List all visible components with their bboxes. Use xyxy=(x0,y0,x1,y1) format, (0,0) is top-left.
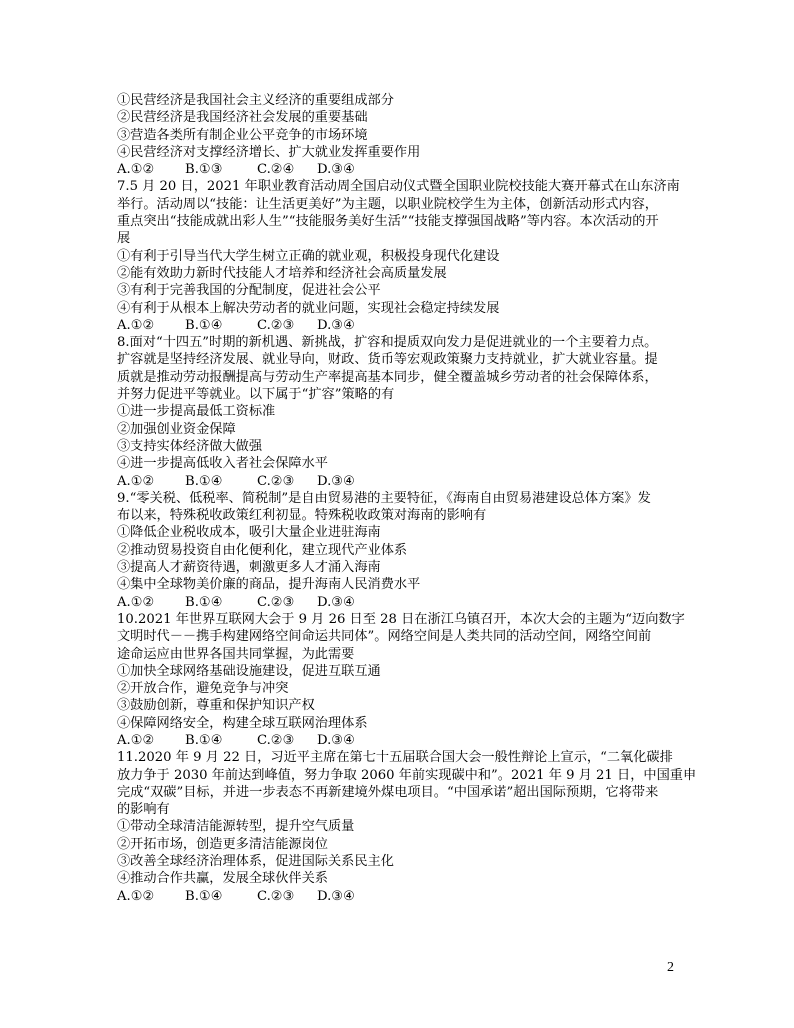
answer-options xyxy=(117,732,677,749)
text-line: ④进一步提高低收入者社会保障水平 xyxy=(117,456,328,472)
text-line: 10.2021 年世界互联网大会于 9 月 26 日至 28 日在浙江乌镇召开，本次大会的主题为“迈向数字 xyxy=(117,611,685,627)
text-line: 9.“零关税、低税率、简税制”是自由贸易港的主要特征，《海南自由贸易港建设总体方案》发 xyxy=(117,490,651,506)
text-line: ④民营经济对支撑经济增长、扩大就业发挥重要作用 xyxy=(117,144,421,160)
text-line: ④保障网络安全，构建全球互联网治理体系 xyxy=(117,715,368,731)
answer-option: C.②④ xyxy=(257,162,295,178)
text-line: ③营造各类所有制企业公平竞争的市场环境 xyxy=(117,127,368,143)
text-line: ④有利于从根本上解决劳动者的就业问题，实现社会稳定持续发展 xyxy=(117,300,500,316)
text-line: ①民营经济是我国社会主义经济的重要组成部分 xyxy=(117,93,394,108)
answer-option: D.③④ xyxy=(317,473,355,489)
text-line: ①进一步提高最低工资标准 xyxy=(117,404,276,420)
text-line: 举行。活动周以“技能：让生活更美好”为主题，以职业院校学生为主体，创新活动形式内容， xyxy=(117,196,658,212)
text-line: ④推动合作共赢，发展全球伙伴关系 xyxy=(117,871,328,887)
answer-option: A.①② xyxy=(117,888,155,904)
text-line: ②开拓市场，创造更多清洁能源岗位 xyxy=(117,836,328,852)
text-line: ③支持实体经济做大做强 xyxy=(117,438,263,454)
text-line: ④集中全球物美价廉的商品，提升海南人民消费水平 xyxy=(117,577,421,593)
text-line: ③有利于完善我国的分配制度，促进社会公平 xyxy=(117,283,381,299)
answer-option: B.①④ xyxy=(185,732,223,748)
text-line: ③改善全球经济治理体系，促进国际关系民主化 xyxy=(117,854,394,870)
answer-option: C.②③ xyxy=(257,317,295,333)
text-line: 重点突出“技能成就出彩人生”“技能服务美好生活”“技能支撑强国战略”等内容。本次活动的开 xyxy=(117,214,659,230)
answer-option: D.③④ xyxy=(317,162,355,178)
answer-option: D.③④ xyxy=(317,317,355,333)
answer-option: A.①② xyxy=(117,732,155,748)
answer-options xyxy=(117,888,677,905)
answer-option: B.①④ xyxy=(185,888,223,904)
answer-option: C.②③ xyxy=(257,473,295,489)
text-line: ①有利于引导当代大学生树立正确的就业观，积极投身现代化建设 xyxy=(117,248,500,264)
text-line: ①加快全球网络基础设施建设，促进互联互通 xyxy=(117,663,381,679)
text-line: 放力争于 2030 年前达到峰值，努力争取 2060 年前实现碳中和”。2021 年 9 月 21 日，中国重申 xyxy=(117,767,697,783)
page-number: 2 xyxy=(667,960,674,975)
answer-option: C.②③ xyxy=(257,732,295,748)
text-line: ②民营经济是我国经济社会发展的重要基础 xyxy=(117,110,368,126)
text-line: ②推动贸易投资自由化便利化，建立现代产业体系 xyxy=(117,542,408,558)
text-line: ②能有效助力新时代技能人才培养和经济社会高质量发展 xyxy=(117,265,447,281)
answer-option: B.①③ xyxy=(185,162,223,178)
text-line: 途命运应由世界各国共同掌握，为此需要 xyxy=(117,646,355,662)
answer-option: D.③④ xyxy=(317,732,355,748)
answer-option: C.②③ xyxy=(257,594,295,610)
text-line: ②开放合作，避免竞争与冲突 xyxy=(117,681,289,697)
text-line: 11.2020 年 9 月 22 日，习近平主席在第七十五届联合国大会一般性辩论上宣示，“二氧化碳排 xyxy=(117,750,673,766)
answer-option: B.①④ xyxy=(185,594,223,610)
answer-option: B.①④ xyxy=(185,473,223,489)
answer-options xyxy=(117,473,677,490)
text-line: ①带动全球清洁能源转型，提升空气质量 xyxy=(117,819,355,835)
text-line: ③提高人才薪资待遇，刺激更多人才涌入海南 xyxy=(117,560,381,576)
answer-option: A.①② xyxy=(117,162,155,178)
answer-option: D.③④ xyxy=(317,888,355,904)
answer-option: A.①② xyxy=(117,594,155,610)
text-line: ②加强创业资金保障 xyxy=(117,421,236,437)
text-line: 质就是推动劳动报酬提高与劳动生产率提高基本同步，健全覆盖城乡劳动者的社会保障体系， xyxy=(117,369,658,385)
text-line: 完成“双碳”目标，并进一步表态不再新建境外煤电项目。“中国承诺”超出国际预期，它将带来 xyxy=(117,784,659,800)
text-line: 布以来，特殊税收政策红利初显。特殊税收政策对海南的影响有 xyxy=(117,508,487,524)
text-line: 文明时代－－携手构建网络空间命运共同体”。网络空间是人类共同的活动空间，网络空间前 xyxy=(117,629,652,645)
answer-options xyxy=(117,161,677,178)
answer-option: A.①② xyxy=(117,473,155,489)
text-line: 并努力促进平等就业。以下属于“扩容”策略的有 xyxy=(117,387,395,403)
text-line: 的影响有 xyxy=(117,802,170,818)
text-line: 8.面对“十四五”时期的新机遇、新挑战，扩容和提质双向发力是促进就业的一个主要着力点。 xyxy=(117,335,658,351)
text-line: 7.5 月 20 日，2021 年职业教育活动周全国启动仪式暨全国职业院校技能大赛开幕式在山东济南 xyxy=(117,179,680,195)
document-body xyxy=(117,92,697,905)
text-line: ③鼓励创新，尊重和保护知识产权 xyxy=(117,698,315,714)
text-line: 扩容就是坚持经济发展、就业导向，财政、货币等宏观政策聚力支持就业，扩大就业容量。提 xyxy=(117,352,658,368)
answer-options xyxy=(117,317,677,334)
answer-option: D.③④ xyxy=(317,594,355,610)
answer-option: C.②③ xyxy=(257,888,295,904)
text-line: ①降低企业税收成本，吸引大量企业进驻海南 xyxy=(117,525,381,541)
text-line: 展 xyxy=(117,231,131,247)
answer-options xyxy=(117,594,677,611)
answer-option: B.①④ xyxy=(185,317,223,333)
answer-option: A.①② xyxy=(117,317,155,333)
